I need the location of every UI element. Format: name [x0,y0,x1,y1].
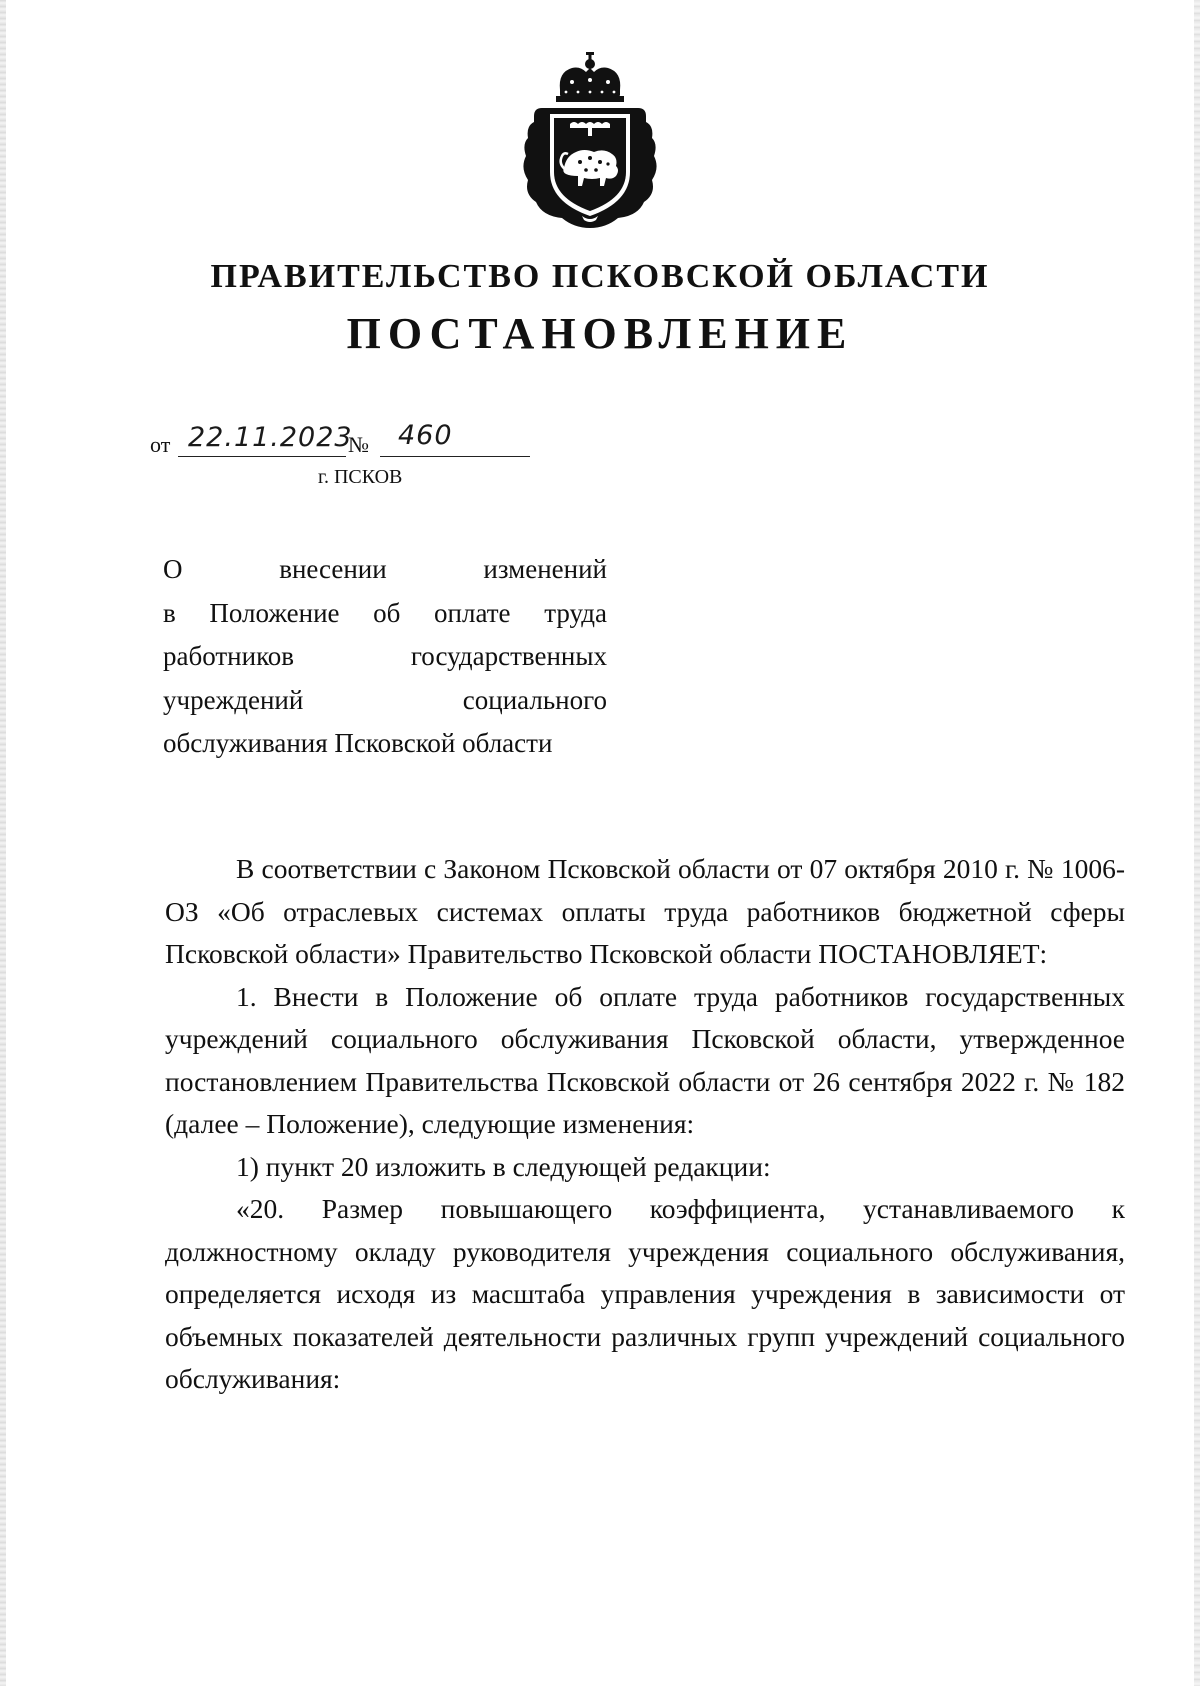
pskov-coat-of-arms-icon [520,52,660,230]
body-paragraph-subitem-1: 1) пункт 20 изложить в следующей редакции: [236,1150,771,1182]
date-underline [178,456,346,457]
subject-line: обслуживания Псковской области [163,728,553,758]
city-label: г. ПСКОВ [318,466,403,488]
body-paragraph-clause-20: «20. Размер повышающего коэффициента, устанавливаемого к должностному окладу руководителя учреждения социального обслуживания, определяется исходя из масштаба управления учреждения в зависимости от объемных показателей деятельности различных групп учреждений социального обслуживания: [165,1193,1125,1394]
subject-line: работников государственных [163,641,607,671]
subject-line: учреждений социального [163,684,607,715]
subject-line: в Положение об оплате труда [163,597,607,628]
dateline [150,420,530,460]
body-paragraph-preamble: В соответствии с Законом Псковской области от 07 октября 2010 г. № 1006-ОЗ «Об отраслевых системах оплаты труда работников бюджетной сферы Псковской области» Правительство Псковской области ПОСТАНОВЛЯЕТ: [165,853,1125,969]
body-paragraph-item-1: 1. Внести в Положение об оплате труда работников государственных учреждений социального обслуживания Псковской области, утвержденное постановлением Правительства Псковской области от 26 сентября 2022 г. № 182 (далее – Положение), следующие изменения: [165,980,1125,1139]
document-type-title: ПОСТАНОВЛЕНИЕ [346,309,854,358]
government-name: ПРАВИТЕЛЬСТВО ПСКОВСКОЙ ОБЛАСТИ [210,258,990,295]
document-body [165,848,1125,1401]
document-subject [163,548,607,766]
handwritten-date: 22.11.2023 [188,422,353,453]
date-from-label: от [150,432,171,457]
subject-line: О внесении изменений [163,554,607,584]
number-underline [380,456,530,457]
handwritten-number: 460 [398,420,453,451]
number-label: № [348,432,369,457]
scan-edge-left [0,0,6,1686]
scan-edge-right [1194,0,1200,1686]
